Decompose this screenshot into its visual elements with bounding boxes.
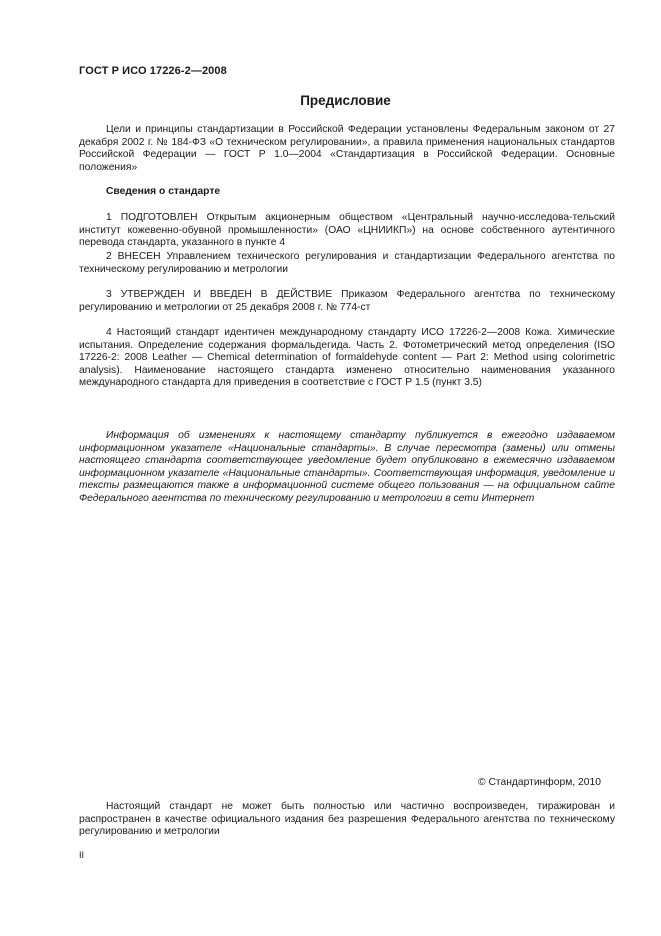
document-code-header: ГОСТ Р ИСО 17226-2—2008	[79, 65, 227, 77]
item-1-prepared: 1 ПОДГОТОВЛЕН Открытым акционерным обществом «Центральный научно-исследова-тельский институт кожевенно-обувной промышленности» (ОАО «ЦНИИКП») на основе собственного аутентичного перевода стандарта, указанного в пункте 4	[79, 212, 615, 249]
item-3-approved: 3 УТВЕРЖДЕН И ВВЕДЕН В ДЕЙСТВИЕ Приказом Федерального агентства по техническому регулированию и метрологии от 25 декабря 2008 г. № 774-ст	[79, 289, 615, 313]
item-4-identical: 4 Настоящий стандарт идентичен международному стандарту ИСО 17226-2—2008 Кожа. Химические испытания. Определение содержания формальдегида. Часть 2. Фотометрический метод определения (ISO 17226-2: 2008 Leather — Chemical determination of formaldehyde content — Part 2: Method using colorimetric analysis). Наименование настоящего стандарта изменено относительно наименования указанного международного стандарта для приведения в соответствие с ГОСТ Р 1.5 (пункт 3.5)	[79, 327, 615, 389]
page-title: Предисловие	[300, 93, 391, 108]
reproduction-notice: Настоящий стандарт не может быть полностью или частично воспроизведен, тиражирован и распространен в качестве официального издания без разрешения Федерального агентства по техническому регулированию и метрологии	[79, 801, 615, 838]
copyright-line: © Стандартинформ, 2010	[478, 777, 601, 788]
page-number: II	[79, 850, 85, 860]
changes-info-notice: Информация об изменениях к настоящему стандарту публикуется в ежегодно издаваемом информационном указателе «Национальные стандарты». В случае пересмотра (замены) или отмены настоящего стандарта соответствующее уведомление будет опубликовано в ежемесячно издаваемом информационном указателе «Национальные стандарты». Соответствующая информация, уведомление и тексты размещаются также в информационной системе общего пользования — на официальном сайте Федерального агентства по техническому регулированию и метрологии в сети Интернет	[79, 430, 615, 504]
about-standard-heading: Сведения о стандарте	[106, 186, 221, 197]
intro-paragraph: Цели и принципы стандартизации в Российской Федерации установлены Федеральным законом от 27 декабря 2002 г. № 184-ФЗ «О техническом регулировании», а правила применения национальных стандартов Российской Федерации — ГОСТ Р 1.0—2004 «Стандартизация в Российской Федерации. Основные положения»	[79, 124, 615, 173]
item-2-introduced: 2 ВНЕСЕН Управлением технического регулирования и стандартизации Федерального агентства по техническому регулированию и метрологии	[79, 251, 615, 275]
